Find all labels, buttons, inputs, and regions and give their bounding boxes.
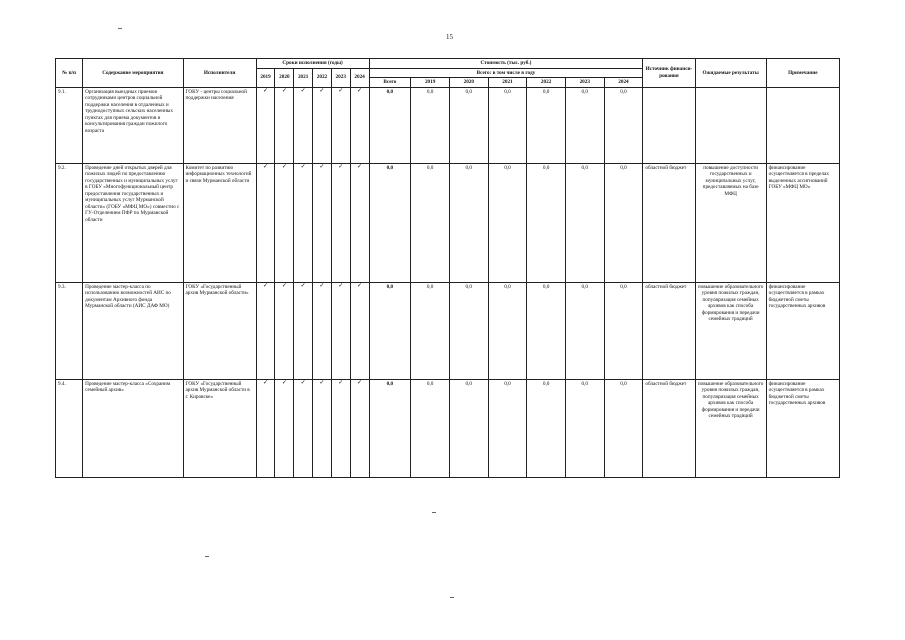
- cost-year: 0,0: [604, 379, 643, 477]
- check-mark: ✓: [294, 87, 313, 163]
- cost-year: 0,0: [449, 379, 488, 477]
- header-year-cost: 2021: [488, 78, 527, 88]
- row-source: областной бюджет: [643, 282, 695, 379]
- check-mark: ✓: [331, 87, 350, 163]
- check-mark: ✓: [275, 379, 294, 477]
- header-terms: Сроки исполнения (годы): [256, 59, 369, 69]
- header-content: Содержание мероприятия: [83, 59, 183, 88]
- check-mark: ✓: [350, 282, 369, 379]
- check-mark: ✓: [350, 379, 369, 477]
- row-content: Проведение мастер-класса по использованию возможностей АИС по документам Архивного фонда Мурманской области (АИС ДАФ МО): [83, 282, 183, 379]
- cost-year: 0,0: [527, 379, 566, 477]
- check-mark: ✓: [350, 163, 369, 282]
- cost-year: 0,0: [565, 282, 604, 379]
- cost-year: 0,0: [411, 379, 450, 477]
- header-year-term: 2020: [275, 68, 294, 87]
- header-year-cost: 2020: [449, 78, 488, 88]
- check-mark: ✓: [256, 87, 275, 163]
- check-mark: ✓: [256, 379, 275, 477]
- header-year-cost: 2019: [411, 78, 450, 88]
- cost-year: 0,0: [604, 282, 643, 379]
- cost-year: 0,0: [565, 87, 604, 163]
- check-mark: ✓: [350, 87, 369, 163]
- row-results: повышение доступности государственных и муниципальных услуг, предоставляемых на базе МФЦ: [695, 163, 766, 282]
- cost-total: 0,0: [369, 163, 411, 282]
- header-year-term: 2023: [331, 68, 350, 87]
- table-row: [56, 163, 840, 282]
- check-mark: ✓: [313, 87, 332, 163]
- check-mark: ✓: [256, 163, 275, 282]
- check-mark: ✓: [275, 163, 294, 282]
- row-note: [766, 87, 839, 163]
- row-executors: Комитет по развитию информационных технологий и связи Мурманской области: [183, 163, 256, 282]
- scan-speck: [118, 28, 122, 29]
- header-year-term: 2022: [313, 68, 332, 87]
- row-num: 9.4.: [56, 379, 83, 477]
- check-mark: ✓: [294, 379, 313, 477]
- check-mark: ✓: [331, 282, 350, 379]
- row-content: Проведение мастер-класса «Сохраним семейный архив»: [83, 379, 183, 477]
- scan-speck: [450, 597, 454, 598]
- table-row: [56, 282, 840, 379]
- header-total: Всего: [369, 78, 411, 88]
- header-year-cost: 2022: [527, 78, 566, 88]
- table-row: [56, 87, 840, 163]
- cost-year: 0,0: [527, 87, 566, 163]
- header-year-term: 2021: [294, 68, 313, 87]
- row-source: областной бюджет: [643, 379, 695, 477]
- cost-year: 0,0: [449, 87, 488, 163]
- row-note: финансирование осуществляется в рамках бюджетной сметы государственных архивов: [766, 379, 839, 477]
- measures-table: [55, 58, 840, 478]
- cost-total: 0,0: [369, 282, 411, 379]
- scan-speck: [205, 556, 209, 557]
- cost-year: 0,0: [488, 379, 527, 477]
- cost-year: 0,0: [449, 163, 488, 282]
- cost-year: 0,0: [527, 163, 566, 282]
- cost-year: 0,0: [565, 163, 604, 282]
- row-content: Организация выездных приемов сотрудниками центров социальной поддержки населения в отдаленных и труднодоступных сельских населенных пунктах для приема документов и консультирования граждан пожилого возраста: [83, 87, 183, 163]
- row-executors: ГОКУ «Государственный архив Мурманской области»: [183, 282, 256, 379]
- cost-year: 0,0: [488, 163, 527, 282]
- cost-total: 0,0: [369, 379, 411, 477]
- row-note: финансирование осуществляется в пределах выделенных ассигнований ГОБУ «МФЦ МО»: [766, 163, 839, 282]
- row-content: Проведение дней открытых дверей для пожилых людей по предоставлению государственных и муниципальных услуг в ГОБУ «Многофункциональный центр предоставления государственных и муниципальных услуг Мурманской области» (ГОБУ «МФЦ МО») совместно с ГУ-Отделением ПФР по Мурманской области: [83, 163, 183, 282]
- cost-year: 0,0: [604, 87, 643, 163]
- header-cost-sub: Всего: в том числе в году: [369, 68, 643, 78]
- header-year-term: 2019: [256, 68, 275, 87]
- cost-year: 0,0: [449, 282, 488, 379]
- check-mark: ✓: [313, 379, 332, 477]
- check-mark: ✓: [331, 163, 350, 282]
- check-mark: ✓: [313, 163, 332, 282]
- header-num: № п/п: [56, 59, 83, 88]
- cost-year: 0,0: [411, 282, 450, 379]
- cost-year: 0,0: [488, 282, 527, 379]
- header-executors: Исполнители: [183, 59, 256, 88]
- cost-year: 0,0: [488, 87, 527, 163]
- table-row: [56, 379, 840, 477]
- check-mark: ✓: [256, 282, 275, 379]
- row-results: [695, 87, 766, 163]
- row-num: 9.2.: [56, 163, 83, 282]
- check-mark: ✓: [331, 379, 350, 477]
- scan-speck: [432, 512, 436, 513]
- row-results: повышение образовательного уровня пожилых граждан, популяризация семейных архивов как способа формирования и передачи семейных традиций: [695, 282, 766, 379]
- cost-year: 0,0: [527, 282, 566, 379]
- row-source: областной бюджет: [643, 163, 695, 282]
- header-cost: Стоимость (тыс. руб.): [369, 59, 643, 69]
- cost-total: 0,0: [369, 87, 411, 163]
- check-mark: ✓: [294, 282, 313, 379]
- check-mark: ✓: [275, 87, 294, 163]
- row-executors: ГОКУ «Государственный архив Мурманской области в г. Кировске»: [183, 379, 256, 477]
- row-source: [643, 87, 695, 163]
- row-num: 9.3.: [56, 282, 83, 379]
- check-mark: ✓: [275, 282, 294, 379]
- header-year-cost: 2024: [604, 78, 643, 88]
- row-results: повышение образовательного уровня пожилых граждан, популяризация семейных архивов как способа формирования и передачи семейных традиций: [695, 379, 766, 477]
- cost-year: 0,0: [604, 163, 643, 282]
- cost-year: 0,0: [411, 163, 450, 282]
- header-source: Источник финанси-рования: [643, 59, 695, 88]
- check-mark: ✓: [294, 163, 313, 282]
- cost-year: 0,0: [411, 87, 450, 163]
- header-year-term: 2024: [350, 68, 369, 87]
- row-note: финансирование осуществляется в рамках бюджетной сметы государственных архивов: [766, 282, 839, 379]
- cost-year: 0,0: [565, 379, 604, 477]
- check-mark: ✓: [313, 282, 332, 379]
- header-year-cost: 2023: [565, 78, 604, 88]
- header-results: Ожидаемые результаты: [695, 59, 766, 88]
- header-note: Примечание: [766, 59, 839, 88]
- page-number: 15: [446, 33, 453, 41]
- row-num: 9.1.: [56, 87, 83, 163]
- row-executors: ГОКУ - центры социальной поддержки населения: [183, 87, 256, 163]
